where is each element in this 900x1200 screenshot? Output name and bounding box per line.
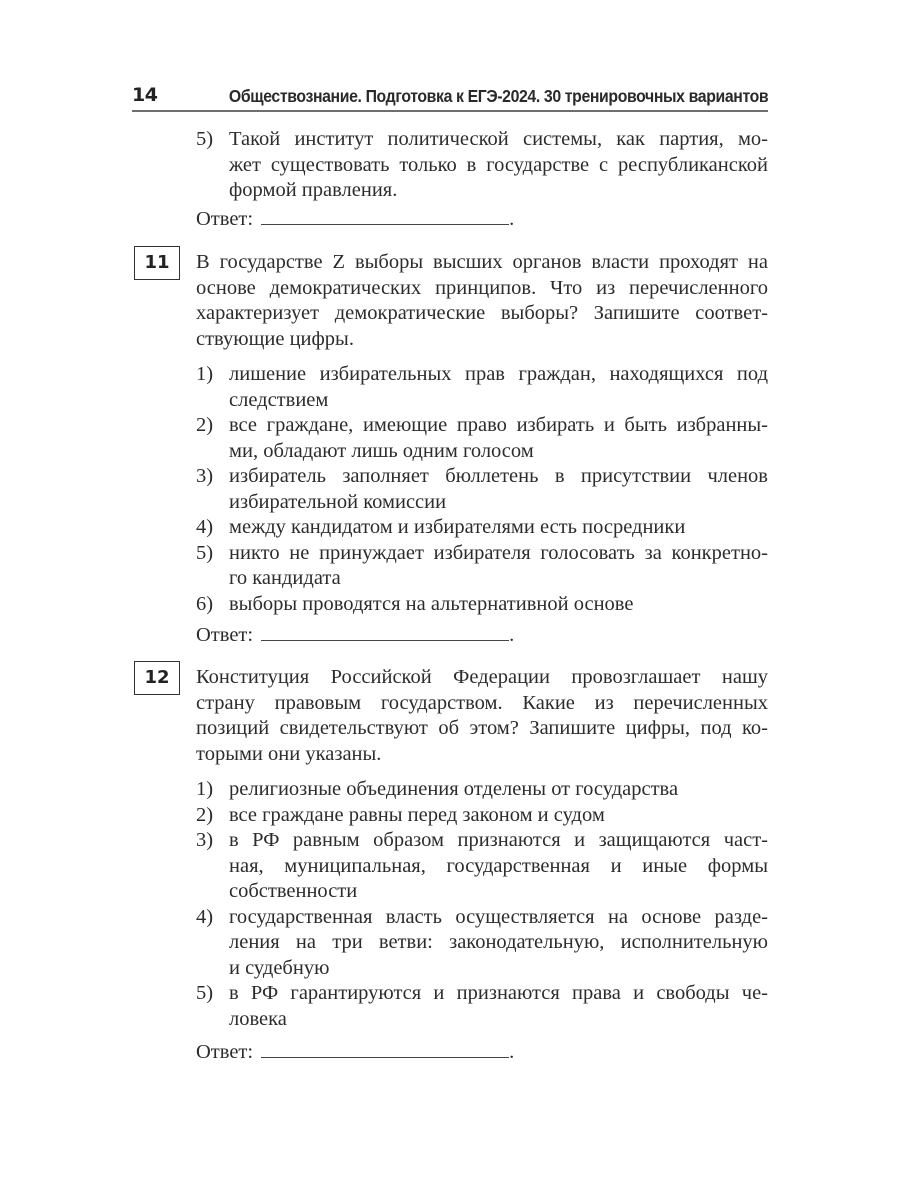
option-number: 2)	[196, 803, 214, 826]
option-number: 2)	[196, 414, 214, 436]
answer-blank[interactable]	[261, 207, 509, 225]
stem-line: основе демократических принципов. Что из перечисленного	[196, 276, 768, 299]
question-options	[196, 777, 768, 1032]
answer-period: .	[509, 624, 515, 646]
question-stem	[196, 250, 768, 352]
question-stem	[196, 665, 768, 767]
option-item	[196, 541, 768, 592]
option-text-line: жет существовать только в государстве с республиканской	[229, 153, 768, 176]
option-item	[196, 515, 768, 541]
answer-label: Ответ:	[196, 624, 254, 646]
stem-line: характеризует демократические выборы? Запишите соответ-	[196, 302, 768, 324]
answer-label: Ответ:	[196, 1041, 254, 1063]
option-number: 1)	[196, 778, 214, 800]
option-item	[196, 592, 768, 618]
option-text-line: избиратель заполняет бюллетень в присутствии членов	[229, 465, 768, 487]
option-text-line: ловека	[229, 1007, 287, 1030]
option-number: 3)	[196, 829, 214, 851]
option-text-line: никто не принуждает избирателя голосовать за конкретно-	[229, 541, 768, 564]
question-number: 11	[144, 252, 170, 273]
option-text-line: в РФ равным образом признаются и защищаются част-	[229, 829, 768, 851]
answer-line-q12	[196, 1040, 514, 1064]
answer-blank[interactable]	[261, 1040, 509, 1058]
option-text-line: следствием	[229, 388, 329, 411]
answer-line-prev	[196, 207, 514, 231]
option-item	[196, 905, 768, 982]
option-number: 5)	[196, 982, 214, 1004]
stem-line: торыми они указаны.	[196, 742, 382, 765]
question-options	[196, 362, 768, 617]
option-text-line: между кандидатом и избирателями есть посредники	[229, 516, 686, 538]
option-text-line: и судебную	[229, 956, 330, 979]
option-text-line: формой правления.	[229, 179, 398, 201]
prev-question-options	[196, 127, 768, 204]
question-number: 12	[144, 667, 170, 688]
question-number-box	[134, 246, 180, 280]
answer-label: Ответ:	[196, 208, 254, 230]
option-item	[196, 828, 768, 905]
option-item	[196, 362, 768, 413]
stem-line: Конституция Российской Федерации провозглашает нашу	[196, 666, 768, 688]
stem-line: страну правовым государством. Какие из перечисленных	[196, 691, 768, 714]
option-text-line: ми, обладают лишь одним голосом	[229, 439, 534, 462]
answer-line-q11	[196, 623, 514, 647]
answer-period: .	[509, 208, 515, 230]
option-number: 5)	[196, 128, 214, 150]
stem-line: позиций свидетельствуют об этом? Запишите цифры, под ко-	[196, 717, 768, 739]
option-text-line: собственности	[229, 880, 358, 902]
option-item	[196, 981, 768, 1032]
option-text-line: религиозные объединения отделены от государства	[229, 778, 679, 800]
page-number: 14	[132, 84, 158, 106]
option-text-line: Такой институт политической системы, как партия, мо-	[229, 128, 768, 150]
option-number: 4)	[196, 905, 214, 928]
option-number: 3)	[196, 465, 214, 487]
option-text-line: ления на три ветви: законодательную, исполнительную	[229, 931, 768, 953]
option-number: 4)	[196, 516, 214, 538]
option-text-line: ная, муниципальная, государственная и иные формы	[229, 854, 768, 877]
stem-line: ствующие цифры.	[196, 327, 354, 350]
option-item	[196, 127, 768, 204]
option-item	[196, 803, 768, 829]
stem-line: В государстве Z выборы высших органов власти проходят на	[196, 251, 768, 273]
option-text-line: лишение избирательных прав граждан, находящихся под	[229, 363, 768, 385]
page-header	[132, 84, 768, 112]
option-text-line: все граждане равны перед законом и судом	[229, 803, 605, 826]
option-number: 1)	[196, 363, 214, 385]
option-text-line: в РФ гарантируются и признаются права и свободы че-	[229, 982, 768, 1004]
option-text-line: государственная власть осуществляется на основе разде-	[229, 905, 768, 928]
option-text-line: все граждане, имеющие право избирать и быть избранны-	[229, 414, 768, 436]
option-item	[196, 777, 768, 803]
option-item	[196, 464, 768, 515]
option-item	[196, 413, 768, 464]
option-number: 5)	[196, 541, 214, 564]
option-text-line: избирательной комиссии	[229, 490, 447, 513]
option-number: 6)	[196, 592, 214, 615]
answer-period: .	[509, 1041, 515, 1063]
option-text-line: выборы проводятся на альтернативной основе	[229, 592, 634, 615]
running-title: Обществознание. Подготовка к ЕГЭ-2024. 30 тренировочных вариантов	[228, 86, 768, 106]
option-text-line: го кандидата	[229, 567, 341, 589]
answer-blank[interactable]	[261, 623, 509, 641]
question-number-box	[134, 661, 180, 695]
